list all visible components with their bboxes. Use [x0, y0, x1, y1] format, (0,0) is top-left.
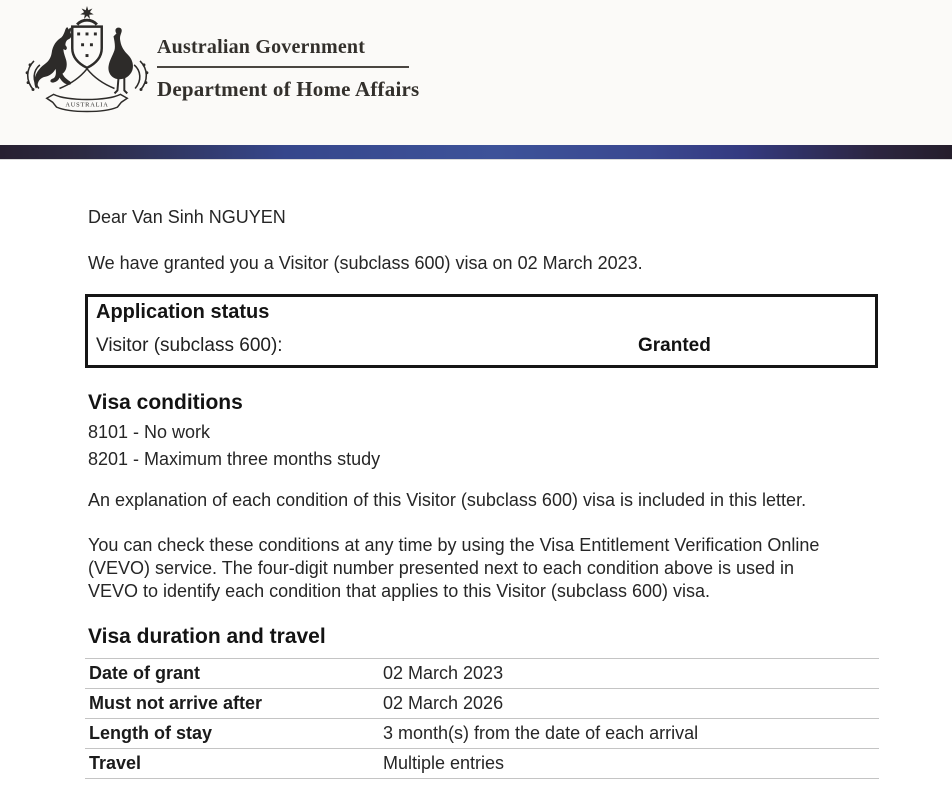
visa-conditions-list [88, 419, 380, 473]
table-row [85, 718, 879, 748]
condition-item: 8201 - Maximum three months study [88, 449, 381, 469]
visa-subclass-label: Visitor (subclass 600): [96, 335, 283, 356]
table-row [85, 658, 879, 688]
row-value: 02 March 2023 [383, 663, 504, 683]
row-label: Date of grant [89, 663, 201, 683]
commonwealth-star-icon [80, 6, 93, 19]
vevo-paragraph [88, 534, 819, 603]
row-label: Length of stay [89, 723, 213, 743]
vevo-paragraph-line: You can check these conditions at any time by using the Visa Entitlement Verification Online [88, 535, 820, 555]
grant-sentence: We have granted you a Visitor (subclass 600) visa on 02 March 2023. [88, 253, 643, 273]
header-band [0, 0, 952, 145]
australian-coat-of-arms-icon [22, 4, 152, 114]
application-status-box [85, 294, 878, 368]
row-value: Multiple entries [383, 753, 505, 773]
banner-text: AUSTRALIA [65, 101, 109, 109]
agency-divider [157, 66, 409, 68]
visa-duration-heading: Visa duration and travel [88, 625, 326, 648]
vevo-paragraph-line: VEVO to identify each condition that applies to this Visitor (subclass 600) visa. [88, 581, 710, 601]
department-name: Department of Home Affairs [157, 77, 420, 101]
conditions-explanation-paragraph: An explanation of each condition of this Visitor (subclass 600) visa is included in this letter. [88, 490, 807, 510]
status-granted-value: Granted [638, 335, 711, 356]
header-gradient-bar [0, 145, 952, 160]
row-label: Travel [89, 753, 142, 773]
kangaroo-icon [34, 27, 71, 88]
greeting-line: Dear Van Sinh NGUYEN [88, 207, 286, 227]
application-status-heading: Application status [96, 301, 270, 323]
emu-icon [108, 28, 133, 80]
agency-name: Australian Government [157, 36, 366, 58]
visa-conditions-heading: Visa conditions [88, 391, 243, 414]
duration-travel-table [85, 658, 879, 779]
vevo-paragraph-line: (VEVO) service. The four-digit number presented next to each condition above is used in [88, 558, 795, 578]
row-label: Must not arrive after [89, 693, 263, 713]
row-value: 3 month(s) from the date of each arrival [383, 723, 699, 743]
row-value: 02 March 2026 [383, 693, 504, 713]
agency-title-block [157, 36, 419, 102]
table-row [85, 748, 879, 779]
condition-item: 8101 - No work [88, 422, 211, 442]
table-row [85, 688, 879, 718]
